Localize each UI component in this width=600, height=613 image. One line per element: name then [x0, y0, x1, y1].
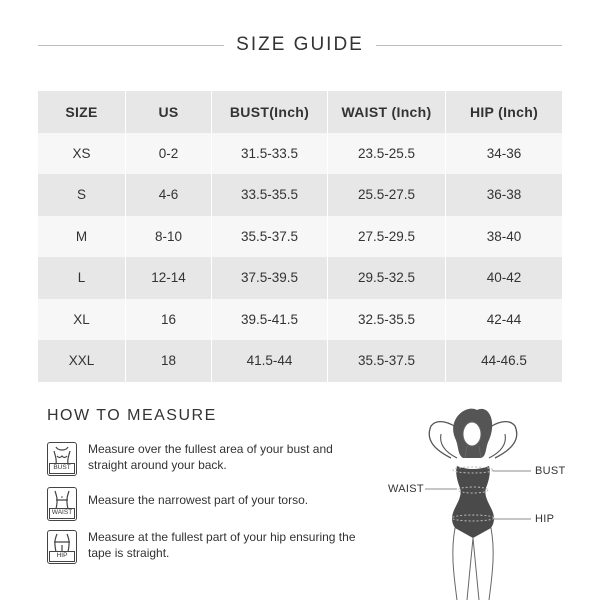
title-row [38, 30, 562, 60]
cell-us: 16 [126, 299, 212, 341]
cell-waist: 23.5-25.5 [328, 133, 446, 175]
header-size: SIZE [38, 91, 126, 133]
cell-bust: 37.5-39.5 [212, 257, 328, 299]
cell-bust: 39.5-41.5 [212, 299, 328, 341]
measure-item-bust [47, 442, 363, 476]
cell-waist: 25.5-27.5 [328, 174, 446, 216]
table-row [38, 174, 562, 216]
bust-tag: BUST [49, 463, 75, 474]
cell-hip: 34-36 [446, 133, 562, 175]
cell-us: 18 [126, 340, 212, 382]
measure-item-hip [47, 530, 363, 564]
cell-bust: 41.5-44 [212, 340, 328, 382]
header-waist: WAIST (Inch) [328, 91, 446, 133]
cell-hip: 40-42 [446, 257, 562, 299]
cell-size: XS [38, 133, 126, 175]
cell-us: 0-2 [126, 133, 212, 175]
title-rule-left [38, 45, 224, 46]
table-row [38, 133, 562, 175]
cell-waist: 29.5-32.5 [328, 257, 446, 299]
how-to-measure-title: HOW TO MEASURE [47, 407, 217, 424]
size-table [38, 91, 562, 382]
cell-hip: 38-40 [446, 216, 562, 258]
cell-hip: 44-46.5 [446, 340, 562, 382]
page-title: SIZE GUIDE [236, 34, 364, 55]
waist-icon [47, 487, 77, 521]
cell-waist: 27.5-29.5 [328, 216, 446, 258]
waist-tag: WAIST [49, 508, 75, 519]
cell-size: S [38, 174, 126, 216]
waist-label: WAIST [388, 483, 424, 495]
cell-us: 8-10 [126, 216, 212, 258]
hip-label: HIP [535, 513, 555, 525]
cell-size: XL [38, 299, 126, 341]
header-bust: BUST(Inch) [212, 91, 328, 133]
table-row [38, 257, 562, 299]
cell-hip: 36-38 [446, 174, 562, 216]
cell-waist: 32.5-35.5 [328, 299, 446, 341]
cell-us: 12-14 [126, 257, 212, 299]
table-row [38, 299, 562, 341]
hip-tag: HIP [49, 551, 75, 562]
cell-hip: 42-44 [446, 299, 562, 341]
waist-instruction: Measure the narrowest part of your torso. [88, 493, 309, 507]
table-header-row [38, 91, 562, 133]
body-outline-illustration [385, 400, 570, 605]
cell-bust: 33.5-35.5 [212, 174, 328, 216]
header-us: US [126, 91, 212, 133]
cell-bust: 31.5-33.5 [212, 133, 328, 175]
cell-bust: 35.5-37.5 [212, 216, 328, 258]
bust-icon [47, 442, 77, 476]
hip-icon [47, 530, 77, 564]
measure-item-waist [47, 487, 363, 521]
header-hip: HIP (Inch) [446, 91, 562, 133]
table-row [38, 216, 562, 258]
hip-instruction: Measure at the fullest part of your hip ensuring the tape is straight. [88, 530, 356, 560]
cell-waist: 35.5-37.5 [328, 340, 446, 382]
cell-size: L [38, 257, 126, 299]
cell-us: 4-6 [126, 174, 212, 216]
title-rule-right [376, 45, 562, 46]
body-measurement-figure [385, 400, 570, 605]
cell-size: M [38, 216, 126, 258]
bust-instruction: Measure over the fullest area of your bust and straight around your back. [88, 442, 333, 472]
table-row [38, 340, 562, 382]
cell-size: XXL [38, 340, 126, 382]
bust-label: BUST [535, 465, 566, 477]
